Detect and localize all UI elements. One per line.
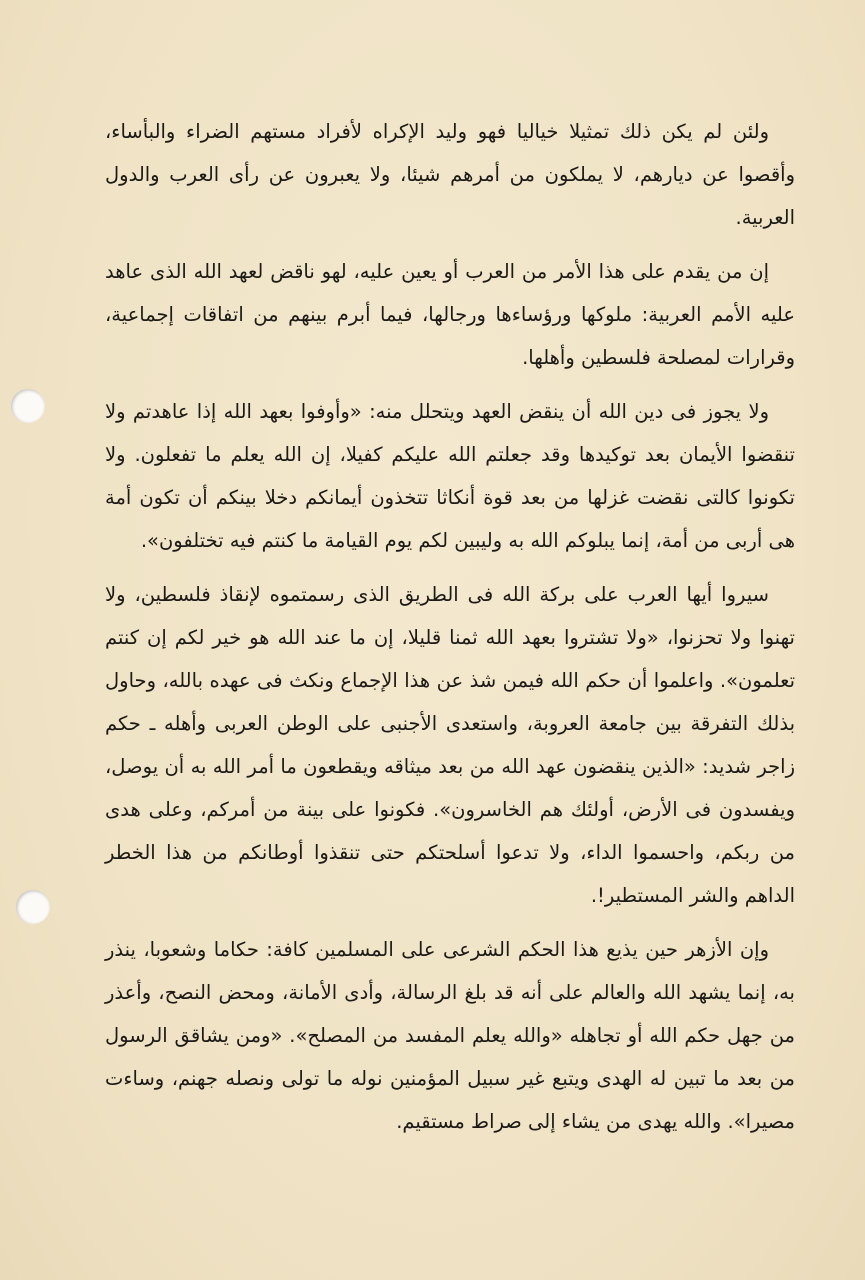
document-body [105,110,795,1154]
paragraph-4: سيروا أيها العرب على بركة الله فى الطريق الذى رسمتموه لإنقاذ فلسطين، ولا تهنوا ولا تحزنوا، «ولا تشتروا بعهد الله ثمنا قليلا، إن ما عند الله هو خير لكم إن كنتم تعلمون». واعلموا أن حكم الله فيمن شذ عن هذا الإجماع ونكث فى عهده بالله، وحاول بذلك التفرقة بين جامعة العروبة، واستعدى الأجنبى على الوطن العربى وأهله ـ حكم زاجر شديد: «الذين ينقضون عهد الله من بعد ميثاقه ويقطعون ما أمر الله به أن يوصل، ويفسدون فى الأرض، أولئك هم الخاسرون». فكونوا على بينة من أمركم، وعلى هدى من ربكم، واحسموا الداء، ولا تدعوا أسلحتكم حتى تنقذوا أوطانكم من هذا الخطر الداهم والشر المستطير!. [105,583,795,907]
paragraph-1: ولئن لم يكن ذلك تمثيلا خياليا فهو وليد الإكراه لأفراد مستهم الضراء والبأساء، وأقصوا عن ديارهم، لا يملكون من أمرهم شيئا، ولا يعبرون عن رأى العرب والدول العربية. [105,120,795,229]
punch-hole-bottom [16,890,50,924]
paragraph-3: ولا يجوز فى دين الله أن ينقض العهد ويتحلل منه: «وأوفوا بعهد الله إذا عاهدتم ولا تنقضوا الأيمان بعد توكيدها وقد جعلتم الله عليكم كفيلا، إن الله يعلم ما تفعلون. ولا تكونوا كالتى نقضت غزلها من بعد قوة أنكاثا تتخذون أيمانكم دخلا بينكم أن تكون أمة هى أربى من أمة، إنما يبلوكم الله به وليبين لكم يوم القيامة ما كنتم فيه تختلفون». [105,400,795,552]
paragraph-2: إن من يقدم على هذا الأمر من العرب أو يعين عليه، لهو ناقض لعهد الله الذى عاهد عليه الأمم العربية: ملوكها ورؤساءها ورجالها، فيما أبرم بينهم من اتفاقات إجماعية، وقرارات لمصلحة فلسطين وأهلها. [105,260,795,369]
punch-hole-top [11,389,45,423]
paragraph-5: وإن الأزهر حين يذيع هذا الحكم الشرعى على المسلمين كافة: حكاما وشعوبا، ينذر به، إنما يشهد الله والعالم على أنه قد بلغ الرسالة، وأدى الأمانة، ومحض النصح، وأعذر من جهل حكم الله أو تجاهله «والله يعلم المفسد من المصلح». «ومن يشاقق الرسول من بعد ما تبين له الهدى ويتبع غير سبيل المؤمنين نوله ما تولى ونصله جهنم، وساءت مصيرا». والله يهدى من يشاء إلى صراط مستقيم. [105,938,795,1133]
